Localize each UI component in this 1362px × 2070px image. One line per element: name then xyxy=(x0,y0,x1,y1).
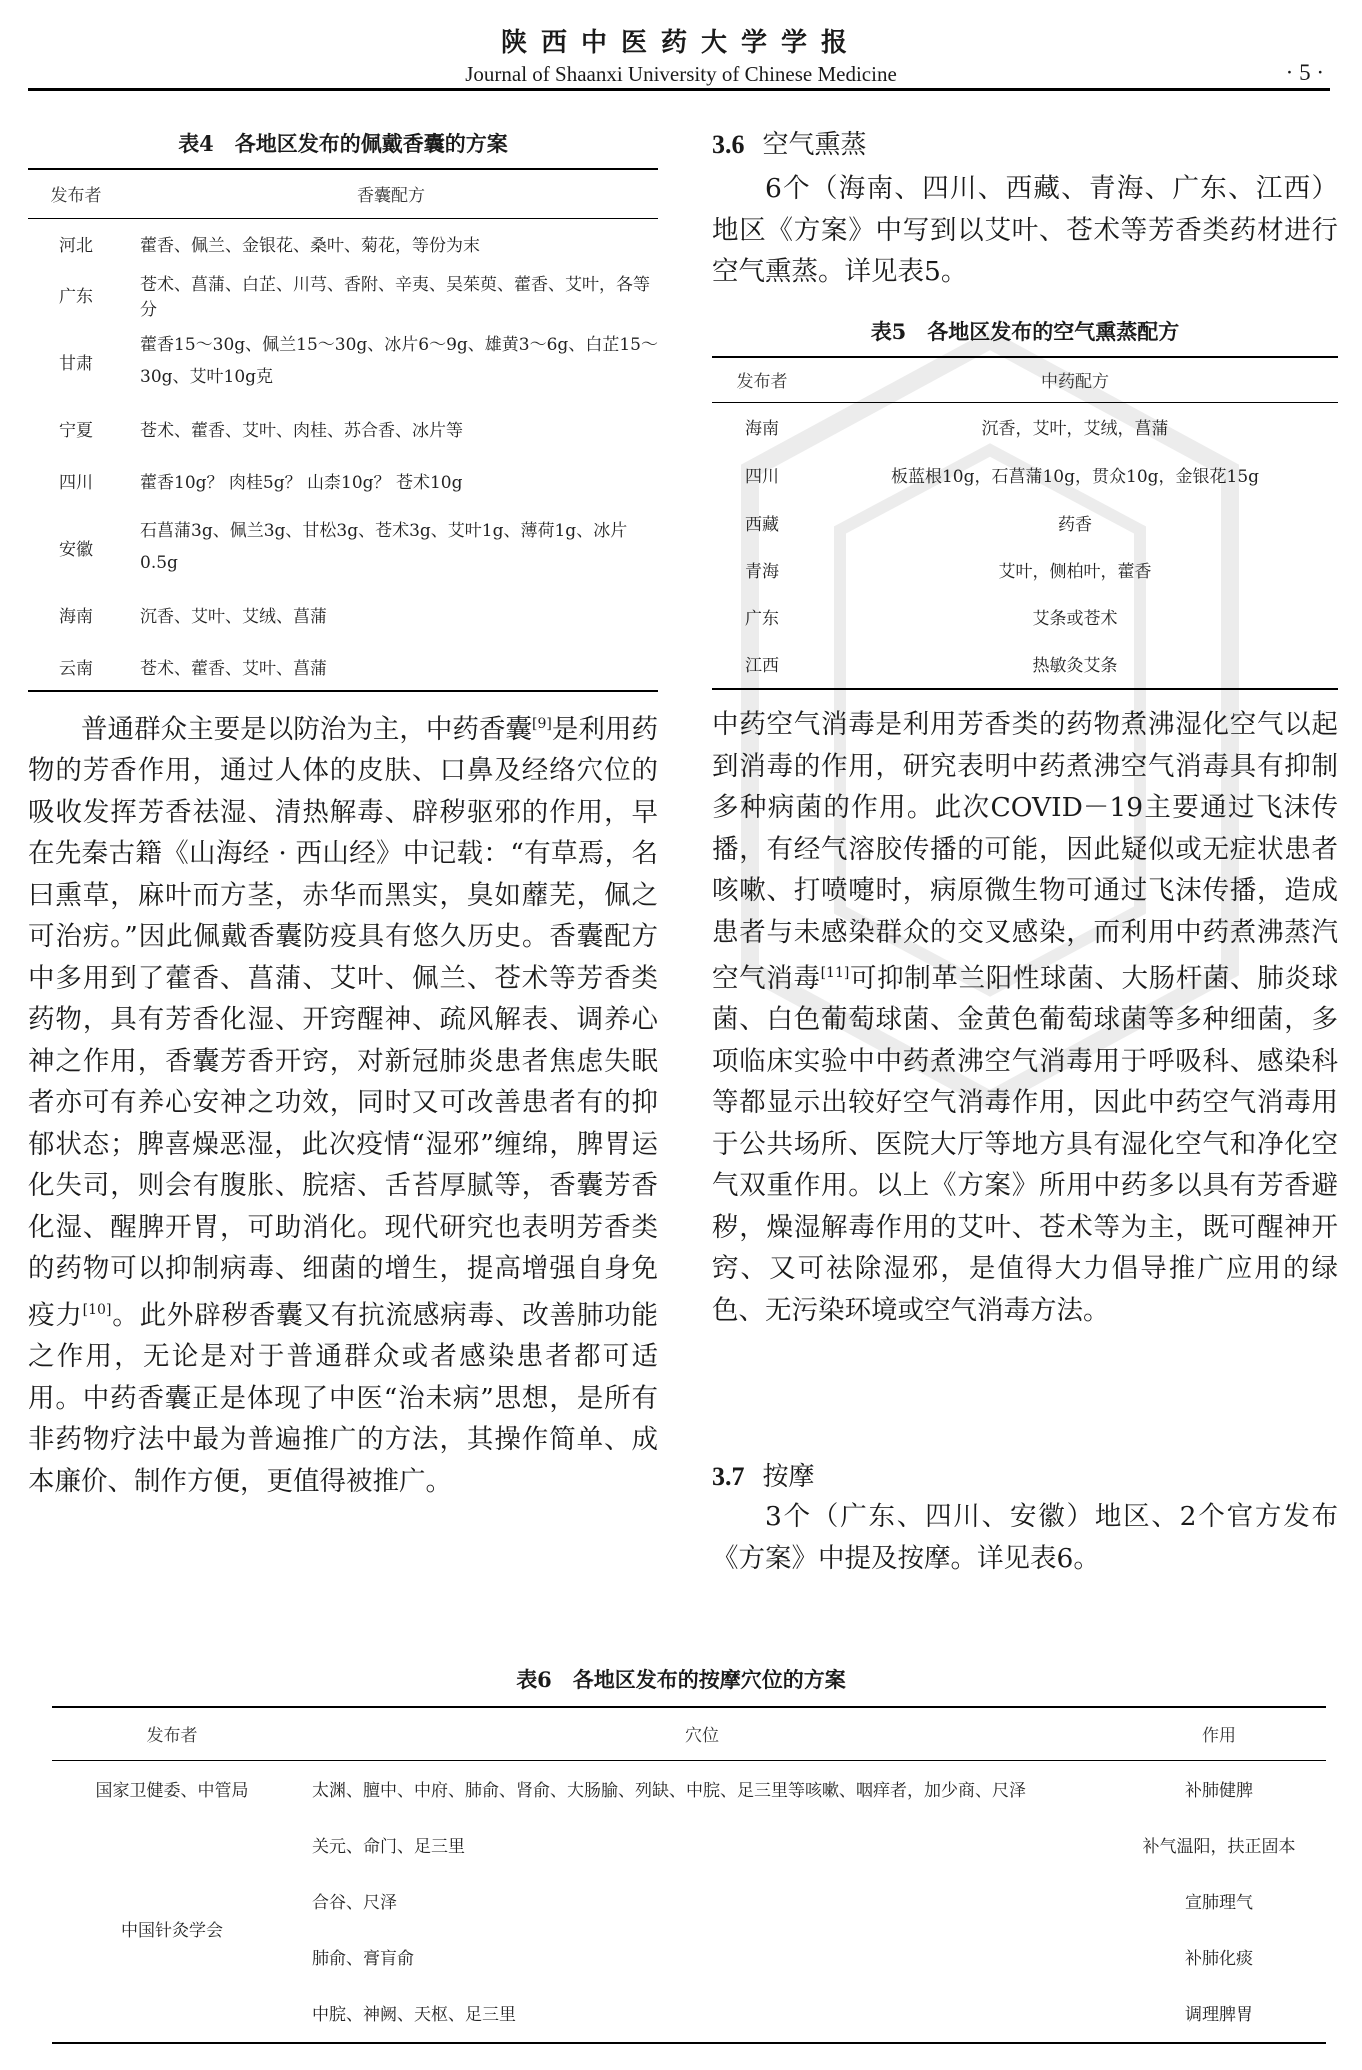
table6-points: 合谷、尺泽 xyxy=(312,1892,397,1913)
table5-region: 江西 xyxy=(745,656,779,676)
table6-publisher: 国家卫健委、中管局 xyxy=(95,1780,249,1801)
table5-caption: 表5 各地区发布的空气熏蒸配方 xyxy=(870,319,1180,344)
table-row xyxy=(28,218,658,269)
table6-points: 肺俞、膏肓俞 xyxy=(312,1948,414,1969)
table6-effect: 补肺健脾 xyxy=(1185,1780,1253,1801)
section-title: 按摩 xyxy=(762,1462,815,1492)
left-paragraph xyxy=(28,704,658,1502)
right-text-b: 可抑制革兰阳性球菌、大肠杆菌、肺炎球菌、白色葡萄球菌、金黄色葡萄球菌等多种细菌，多项临床实验中中药煮沸空气消毒用于呼吸科、感染科等都显示出较好空气消毒作用，因此中药空气消毒用于公共场所、医院大厅等地方具有湿化空气和净化空气双重作用。以上《方案》所用中药多以具有芳香避秽，燥湿解毒作用的艾叶、苍术等为主，既可醒神开窍、又可祛除湿邪，是值得大力倡导推广应用的绿色、无污染环境或空气消毒方法。 xyxy=(712,962,1339,1326)
table6-points: 中脘、神阙、天枢、足三里 xyxy=(312,2004,516,2025)
left-text-c: 。此外辟秽香囊又有抗流感病毒、改善肺功能之作用，无论是对于普通群众或者感染患者都可适用。中药香囊正是体现了中医“治未病”思想，是所有非药物疗法中最为普遍推广的方法，其操作简单、成本廉价、制作方便，更值得被推广。 xyxy=(28,1299,659,1497)
table5-formula: 艾条或苍术 xyxy=(1032,609,1118,629)
table5-region: 四川 xyxy=(745,466,779,487)
citation-11[interactable]: [11] xyxy=(820,965,850,981)
table4-formula: 藿香10g？ 肉桂5g？ 山柰10g？ 苍术10g xyxy=(140,472,463,493)
table4-region: 宁夏 xyxy=(59,420,93,441)
table6-header-points: 穴位 xyxy=(292,1708,1112,1760)
section-title: 空气熏蒸 xyxy=(762,130,867,160)
table4-region: 四川 xyxy=(59,472,93,493)
table5-header-publisher: 发布者 xyxy=(712,358,812,402)
right-paragraph-3: 3个（广东、四川、安徽）地区、2个官方发布《方案》中提及按摩。详见表6。 xyxy=(712,1501,1338,1574)
table4-region: 海南 xyxy=(59,606,93,627)
header-rule xyxy=(28,88,1330,91)
section-number: 3.6 xyxy=(712,130,745,159)
page-number: · 5 · xyxy=(1285,60,1324,85)
table4-header-publisher: 发布者 xyxy=(28,170,124,218)
table6-publisher: 中国针灸学会 xyxy=(121,1920,223,1941)
table4-formula: 沉香、艾叶、艾绒、菖蒲 xyxy=(140,606,327,627)
table5-formula: 药香 xyxy=(1058,514,1092,535)
table5-region: 海南 xyxy=(745,418,779,439)
table5-formula: 沉香，艾叶，艾绒，菖蒲 xyxy=(981,418,1169,439)
table-row xyxy=(52,1816,1326,1872)
table6-effect: 补肺化痰 xyxy=(1185,1948,1253,1969)
table5-formula: 热敏灸艾条 xyxy=(1032,656,1118,676)
table6-caption: 表6 各地区发布的按摩穴位的方案 xyxy=(516,1667,846,1692)
citation-10[interactable]: [10] xyxy=(82,1301,112,1318)
table-row xyxy=(28,506,658,588)
section-3-7-heading xyxy=(712,1456,815,1493)
table-row xyxy=(28,454,658,506)
table-row xyxy=(52,1760,1326,1816)
table4-region: 云南 xyxy=(59,658,93,679)
table-row xyxy=(28,320,658,402)
section-number: 3.7 xyxy=(712,1462,745,1491)
table4-header-formula: 香囊配方 xyxy=(124,170,658,218)
table6 xyxy=(52,1708,1326,2040)
table6-effect: 补气温阳，扶正固本 xyxy=(1142,1836,1296,1857)
table4 xyxy=(28,170,658,692)
table5-region: 青海 xyxy=(745,562,779,582)
table6-header-effect: 作用 xyxy=(1112,1708,1326,1760)
table6-effect: 调理脾胃 xyxy=(1185,2004,1253,2025)
table4-formula: 藿香15～30g、佩兰15～30g、冰片6～9g、雄黄3～6g、白芷15～30g、艾叶10g克 xyxy=(140,335,658,387)
table4-region: 甘肃 xyxy=(59,353,93,374)
table6-points: 关元、命门、足三里 xyxy=(312,1836,465,1857)
right-paragraph-1: 6个（海南、四川、西藏、青海、广东、江西）地区《方案》中写到以艾叶、苍术等芳香类药材进行空气熏蒸。详见表5。 xyxy=(712,173,1338,287)
table5-formula: 板蓝根10g，石菖蒲10g，贯众10g，金银花15g xyxy=(890,466,1260,487)
table-row xyxy=(28,269,658,320)
table4-formula: 藿香、佩兰、金银花、桑叶、菊花，等份为末 xyxy=(140,236,480,257)
table-row xyxy=(28,640,658,692)
table4-bottom-rule xyxy=(28,690,658,692)
journal-title-en: Journal of Shaanxi University of Chinese Medicine xyxy=(465,62,897,86)
right-text-a: 中药空气消毒是利用芳香类的药物煮沸湿化空气以起到消毒的作用，研究表明中药煮沸空气消毒具有抑制多种病菌的作用。此次COVID－19主要通过飞沫传播，有经气溶胶传播的可能，因此疑似或无症状患者咳嗽、打喷嚏时，病原微生物可通过飞沫传播，造成患者与未感染群众的交叉感染，而利用中药煮沸蒸汽空气消毒 xyxy=(712,709,1338,994)
citation-9[interactable]: [9] xyxy=(532,716,552,732)
section-3-6-heading xyxy=(712,124,867,161)
table6-points: 太渊、膻中、中府、肺俞、肾俞、大肠腧、列缺、中脘、足三里等咳嗽、咽痒者，加少商、尺泽 xyxy=(312,1780,1026,1801)
table-row xyxy=(28,402,658,454)
table6-effect: 宣肺理气 xyxy=(1185,1892,1253,1913)
table4-formula: 石菖蒲3g、佩兰3g、甘松3g、苍术3g、艾叶1g、薄荷1g、冰片0.5g xyxy=(140,521,628,573)
left-text-a: 普通群众主要是以防治为主，中药香囊 xyxy=(81,713,533,745)
table5-formula: 艾叶，侧柏叶，藿香 xyxy=(998,562,1152,582)
table5-region: 西藏 xyxy=(745,514,779,535)
table5-region: 广东 xyxy=(745,609,779,629)
left-text-b: 是利用药物的芳香作用，通过人体的皮肤、口鼻及经络穴位的吸收发挥芳香祛湿、清热解毒、辟秽驱邪的作用，早在先秦古籍《山海经 · 西山经》中记载：“有草焉，名曰熏草，麻叶而方茎，赤华而黑实，臭如蘼芜，佩之可治疠。”因此佩戴香囊防疫具有悠久历史。香囊配方中多用到了藿香、菖蒲、艾叶、佩兰、苍术等芳香类药物，具有芳香化湿、开窍醒神、疏风解表、调养心神之作用，香囊芳香开窍，对新冠肺炎患者焦虑失眠者亦可有养心安神之功效，同时又可改善患者有的抑郁状态；脾喜燥恶湿，此次疫情“湿邪”缠绵，脾胃运化失司，则会有腹胀、脘痞、舌苔厚腻等，香囊芳香化湿、醒脾开胃，可助消化。现代研究也表明芳香类的药物可以抑制病毒、细菌的增生，提高增强自身免疫力 xyxy=(28,713,658,1331)
table4-caption: 表4 各地区发布的佩戴香囊的方案 xyxy=(178,131,508,156)
table4-formula: 苍术、藿香、艾叶、肉桂、苏合香、冰片等 xyxy=(140,420,463,441)
table-row xyxy=(28,588,658,640)
journal-title-cn: 陕西中医药大学学报 xyxy=(500,28,861,58)
table4-formula: 苍术、菖蒲、白芷、川芎、香附、辛夷、吴茱萸、藿香、艾叶，各等分 xyxy=(140,274,650,320)
table4-region: 广东 xyxy=(59,287,93,307)
table6-header-publisher: 发布者 xyxy=(52,1708,292,1760)
table6-bottom-rule xyxy=(52,2042,1326,2044)
right-paragraph-2 xyxy=(712,704,1338,1331)
table5-header-formula: 中药配方 xyxy=(812,358,1338,402)
table4-region: 安徽 xyxy=(59,539,93,560)
table4-region: 河北 xyxy=(59,236,93,257)
table4-formula: 苍术、藿香、艾叶、菖蒲 xyxy=(140,658,327,679)
